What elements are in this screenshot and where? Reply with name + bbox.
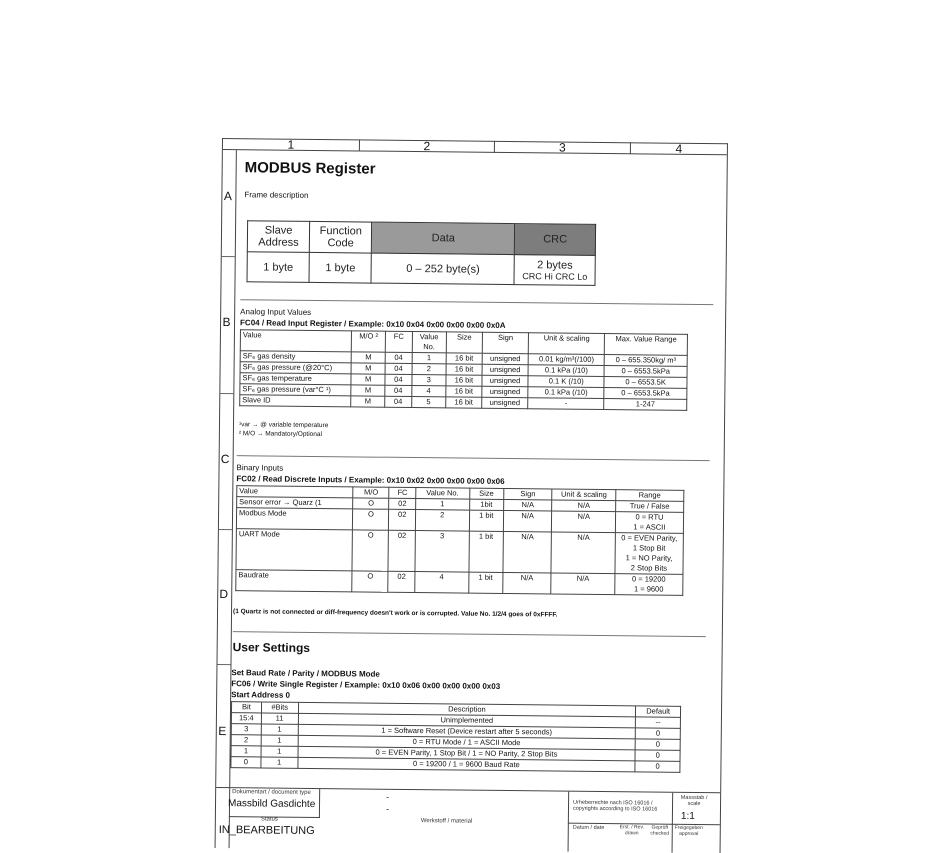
table-cell: -- xyxy=(636,717,681,728)
analog-header-cell: Size xyxy=(446,332,482,353)
drawing-frame xyxy=(229,150,728,793)
table-cell: 4 xyxy=(411,385,445,396)
table-cell: 0 xyxy=(635,750,680,761)
row-divider xyxy=(219,529,232,530)
binary-header-cell: Unit & scaling xyxy=(552,489,615,501)
table-cell: 15:4 xyxy=(231,713,261,724)
table-cell: M xyxy=(351,374,385,385)
table-cell: True / False xyxy=(615,501,683,513)
table-cell: 02 xyxy=(388,571,415,592)
user-settings-heading: User Settings xyxy=(232,640,311,655)
table-cell: 04 xyxy=(385,374,411,385)
analog-header-cell: Value No. xyxy=(412,332,447,353)
table-cell: Unimplemented xyxy=(298,713,636,728)
table-cell: 1 xyxy=(416,499,470,511)
date-label: Datum / date xyxy=(572,824,605,832)
table-cell: 1 xyxy=(261,746,298,757)
table-cell: 02 xyxy=(388,530,415,571)
table-cell: 0 xyxy=(635,739,680,750)
revision-label: Erst. / Rev. drawn xyxy=(619,824,645,837)
user-settings-line-3: Start Address 0 xyxy=(231,690,291,700)
table-cell: unsigned xyxy=(482,353,528,364)
table-cell: 1-247 xyxy=(604,399,687,411)
row-divider xyxy=(217,664,230,665)
table-cell: 16 bit xyxy=(446,375,482,386)
table-cell: 1 xyxy=(261,757,298,768)
user_settings-header-cell: Default xyxy=(636,706,681,717)
table-cell: - xyxy=(528,398,604,410)
table-cell: 1 xyxy=(231,746,261,757)
table-cell: SF₆ gas temperature xyxy=(240,373,351,385)
row-letter-b: B xyxy=(222,315,231,330)
frame-value-crc xyxy=(514,255,595,286)
table-cell: unsigned xyxy=(482,375,528,386)
table-cell: 02 xyxy=(389,509,416,530)
analog-note-2: ² M/O → Mandatory/Optional xyxy=(238,430,323,439)
checked-label: Geprüft checked xyxy=(650,824,670,837)
table-cell: 3 xyxy=(411,374,445,385)
table-cell: SF₆ gas pressure (@20°C) xyxy=(240,362,351,374)
analog-header-cell: Value xyxy=(240,330,351,352)
table-cell: 0 xyxy=(231,757,261,768)
table-cell: 0.1 kPa (/10) xyxy=(528,387,604,399)
table-cell: 04 xyxy=(385,352,411,363)
status-value: IN_BEARBEITUNG xyxy=(218,824,315,838)
table-cell: 1 bit xyxy=(468,572,503,593)
material-label: Werkstoff / material xyxy=(420,818,473,825)
table-cell: 16 bit xyxy=(446,353,482,364)
table-cell: N/A xyxy=(552,500,615,512)
binary-header-cell: Sign xyxy=(504,488,553,500)
table-cell: O xyxy=(352,530,389,571)
table-cell: 0 – 655.350kg/ m³ xyxy=(604,355,687,367)
analog-subheading: FC04 / Read Input Register / Example: 0x10 0x04 0x00 0x00 0x00 0x0A xyxy=(240,318,506,330)
table-cell: N/A xyxy=(503,531,552,573)
table-cell: unsigned xyxy=(482,364,528,375)
table-cell: 11 xyxy=(261,713,298,724)
binary-subheading: FC02 / Read Discrete Inputs / Example: 0x10 0x02 0x00 0x00 0x00 0x06 xyxy=(236,474,505,486)
table-cell: 0 xyxy=(636,728,681,739)
column-number-4: 4 xyxy=(631,142,727,155)
table-cell: M xyxy=(351,396,385,407)
frame-value-slave: 1 byte xyxy=(247,252,309,283)
table-cell: Sensor error → Quarz (1 xyxy=(237,497,353,509)
table-cell: 16 bit xyxy=(446,364,482,375)
table-cell: unsigned xyxy=(482,397,528,408)
frame-header-function: Function Code xyxy=(309,221,372,253)
table-cell: 0 = 19200 1 = 9600 xyxy=(615,574,683,596)
table-cell: N/A xyxy=(503,572,552,594)
analog-note-1: ¹var → @ variable temperature xyxy=(238,421,329,430)
table-cell: 0 = 19200 / 1 = 9600 Baud Rate xyxy=(297,757,635,772)
column-number-1: 1 xyxy=(223,138,360,151)
analog-heading: Analog Input Values xyxy=(240,307,312,317)
frame-value-function: 1 byte xyxy=(309,252,372,283)
table-cell: Modbus Mode xyxy=(236,508,352,530)
table-cell: 02 xyxy=(389,498,416,509)
binary-header-cell: Value No. xyxy=(416,488,470,500)
table-cell: SF₆ gas pressure (var°C ¹) xyxy=(240,384,351,396)
table-cell: O xyxy=(353,498,389,509)
section-divider xyxy=(237,455,710,461)
table-cell: 2 xyxy=(412,363,446,374)
table-cell: 1 xyxy=(261,724,298,735)
doctype-label: Dokumentart / document type xyxy=(232,789,311,796)
row-letter-d: D xyxy=(219,586,229,602)
table-cell: M xyxy=(351,363,385,374)
column-number-3: 3 xyxy=(495,141,631,154)
frame-crc-sub: CRC Hi CRC Lo xyxy=(522,270,588,282)
table-cell: 2 xyxy=(231,735,261,746)
table-cell: 2 xyxy=(415,510,469,532)
binary-header-cell: Value xyxy=(237,486,353,498)
table-cell: 0 = EVEN Parity, 1 Stop Bit 1 = NO Parity, 2 Stop Bits xyxy=(615,533,684,575)
table-cell: N/A xyxy=(503,499,552,511)
frame-table xyxy=(246,220,596,286)
table-cell: 0.01 kg/m³(/100) xyxy=(528,354,604,366)
row-letter-c: C xyxy=(220,452,230,467)
copyright-text: Urheberrechte nach ISO 16016 / copyrights according to ISO 16016 xyxy=(572,799,658,813)
user_settings-header-cell: Bit xyxy=(231,702,261,713)
table-cell: 0 = EVEN Parity, 1 Stop Bit / 1 = NO Parity, 2 Stop Bits xyxy=(298,746,636,761)
binary-header-cell: M/O xyxy=(353,487,389,498)
row-letter-e: E xyxy=(218,723,227,739)
table-cell: 1 bit xyxy=(469,510,504,531)
status-label: Status xyxy=(260,816,278,823)
table-cell: N/A xyxy=(503,510,552,532)
document-sheet xyxy=(215,138,728,853)
approved-label: Freigegeben approval xyxy=(674,824,703,838)
scale-label: Massstab / scale xyxy=(680,794,708,808)
table-cell: N/A xyxy=(551,573,615,595)
table-row xyxy=(236,570,683,596)
table-cell: N/A xyxy=(551,532,615,574)
frame-value-data: 0 – 252 byte(s) xyxy=(371,253,514,284)
table-cell: 0.1 K (/10) xyxy=(528,376,604,388)
dash-2: - xyxy=(385,803,390,814)
table-cell: 1bit xyxy=(469,499,503,510)
table-cell: 0 – 6553.5kPa xyxy=(604,366,687,378)
dash-1: - xyxy=(386,791,390,802)
table-cell: 04 xyxy=(385,363,411,374)
user_settings-header-cell: #Bits xyxy=(261,702,298,713)
table-cell: unsigned xyxy=(482,386,528,397)
table-cell: 04 xyxy=(385,385,411,396)
table-cell: 0 = RTU Mode / 1 = ASCII Mode xyxy=(298,735,636,750)
table-cell: 0 xyxy=(635,761,680,772)
binary-header-cell: Range xyxy=(616,490,684,502)
table-cell: 0 – 6553.5kPa xyxy=(604,388,687,400)
table-cell: 16 bit xyxy=(446,397,482,408)
page-title: MODBUS Register xyxy=(244,159,376,178)
analog-header-cell: FC xyxy=(385,331,412,352)
table-cell: 3 xyxy=(231,724,261,735)
table-cell: Baudrate xyxy=(236,570,352,592)
table-cell: 5 xyxy=(411,396,445,407)
title-block xyxy=(216,787,721,853)
analog-table xyxy=(239,329,688,411)
analog-header-cell: Sign xyxy=(482,332,529,353)
table-cell: SF₆ gas density xyxy=(240,351,351,363)
table-cell: 1 xyxy=(261,735,298,746)
table-row xyxy=(236,529,683,575)
table-cell: 1 bit xyxy=(468,531,503,572)
user-settings-line-2: FC06 / Write Single Register / Example: 0x10 0x06 0x00 0x00 0x00 0x03 xyxy=(231,679,501,691)
table-cell: UART Mode xyxy=(236,529,353,571)
table-cell: 04 xyxy=(385,396,411,407)
row-divider xyxy=(222,256,235,257)
binary-header-cell: Size xyxy=(469,488,503,499)
analog-header-cell: Max. Value Range xyxy=(605,334,688,356)
table-cell: 0 – 6553.5K xyxy=(604,377,687,389)
table-cell: Slave ID xyxy=(240,395,351,407)
binary-header-cell: FC xyxy=(389,487,416,498)
frame-crc-bytes: 2 bytes xyxy=(537,258,573,272)
frame-header-crc: CRC xyxy=(515,224,596,256)
table-cell: 1 = Software Reset (Device restart after 5 seconds) xyxy=(298,724,636,739)
table-cell: 1 xyxy=(412,352,446,363)
section-divider xyxy=(240,299,713,305)
settings-table xyxy=(230,701,681,773)
table-cell: 3 xyxy=(415,531,469,573)
row-letter-a: A xyxy=(223,189,232,204)
analog-header-cell: Unit & scaling xyxy=(529,333,605,355)
user_settings-header-cell: Description xyxy=(298,702,636,717)
user-settings-line-1: Set Baud Rate / Parity / MODBUS Mode xyxy=(231,668,380,679)
frame-description-label: Frame description xyxy=(244,190,309,200)
binary-note: (1 Quartz is not connected or diff-frequency doesn't work or is corrupted. Value No. 1/2/4 goes of 0xFFFF. xyxy=(233,608,558,619)
section-divider xyxy=(233,631,706,637)
table-cell: 0 = RTU 1 = ASCII xyxy=(615,512,683,534)
frame-header-data: Data xyxy=(372,222,515,254)
row-divider xyxy=(220,393,233,394)
table-cell: O xyxy=(353,509,389,530)
table-cell: M xyxy=(351,385,385,396)
binary-table xyxy=(235,485,684,596)
table-cell: 0.1 kPa (/10) xyxy=(528,365,604,377)
doctype-value: Massbild Gasdichte xyxy=(227,798,316,811)
table-cell: 4 xyxy=(415,572,469,594)
table-cell: N/A xyxy=(552,511,616,533)
scale-value: 1:1 xyxy=(680,810,695,822)
frame-header-slave: Slave Address xyxy=(247,221,309,253)
table-cell: M xyxy=(351,352,385,363)
column-number-2: 2 xyxy=(360,139,495,152)
binary-heading: Binary Inputs xyxy=(236,463,284,473)
table-cell: 16 bit xyxy=(446,386,482,397)
analog-header-cell: M/O ² xyxy=(351,331,385,352)
table-cell: O xyxy=(352,571,388,592)
